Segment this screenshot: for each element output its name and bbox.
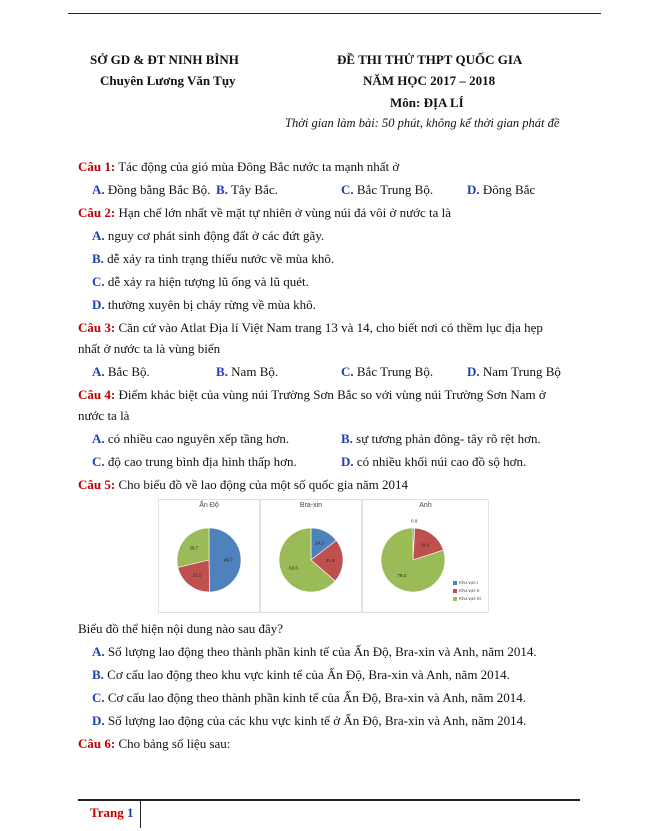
question-1 xyxy=(78,159,399,175)
q4-option-d[interactable]: D. có nhiều khối núi cao đồ sộ hơn. xyxy=(341,454,527,469)
q1-option-a[interactable]: A. Đồng bằng Bắc Bộ. xyxy=(92,182,211,197)
q4-option-c[interactable]: C. độ cao trung bình địa hình thấp hơn. xyxy=(92,454,297,469)
q5-option-a[interactable]: A. Số lượng lao động theo thành phần kinh tế của Ấn Độ, Bra-xin và Anh, năm 2014. xyxy=(92,644,537,659)
data-label: 79.3 xyxy=(397,573,407,579)
footer-separator xyxy=(140,800,141,828)
data-label: 0.9 xyxy=(410,518,418,524)
q4-option-b[interactable]: B. sự tương phản đông- tây rõ rệt hơn. xyxy=(341,431,541,446)
q5-option-c[interactable]: C. Cơ cấu lao động theo thành phần kinh tế của Ấn Độ, Bra-xin và Anh, năm 2014. xyxy=(92,690,526,705)
chart-brazil xyxy=(260,499,362,613)
question-3-cont: nhất ở nước ta là vùng biển xyxy=(78,341,221,356)
q3-option-c[interactable]: C. Bắc Trung Bộ. xyxy=(341,364,434,379)
dept-name: SỞ GD & ĐT NINH BÌNH xyxy=(90,52,239,67)
data-label: 28.7 xyxy=(189,545,199,551)
question-3: Câu 3: Căn cứ vào Atlat Địa lí Việt Nam trang 13 và 14, cho biết nơi có thềm lục địa hẹp xyxy=(78,320,543,335)
q3-option-a[interactable]: A. Bắc Bộ. xyxy=(92,364,150,379)
question-4-cont: nước ta là xyxy=(78,408,130,423)
pie-svg xyxy=(261,500,361,612)
q1-option-d[interactable]: D. Đông Bắc xyxy=(467,182,536,197)
q1-option-b[interactable]: B. Tây Bắc. xyxy=(216,182,278,197)
data-label: 21.5 xyxy=(192,572,202,578)
q1-option-c[interactable]: C. Bắc Trung Bộ. xyxy=(341,182,434,197)
exam-title: ĐỀ THI THỬ THPT QUỐC GIA xyxy=(337,52,523,67)
subject: Môn: ĐỊA LÍ xyxy=(390,95,464,110)
data-label: 63.6 xyxy=(289,565,298,571)
q2-option-b[interactable]: B. dễ xảy ra tình trạng thiếu nước về mùa khô. xyxy=(92,251,335,266)
chart-india xyxy=(158,499,260,613)
chart-legend xyxy=(453,580,481,604)
question-5: Câu 5: Cho biểu đồ về lao động của một số quốc gia năm 2014 xyxy=(78,477,409,492)
pie-svg xyxy=(159,500,259,612)
q5-option-b[interactable]: B. Cơ cấu lao động theo khu vực kinh tế của Ấn Độ, Bra-xin và Anh, năm 2014. xyxy=(92,667,510,682)
time-limit: Thời gian làm bài: 50 phút, không kể thời gian phát đề xyxy=(285,116,560,130)
legend-item: Khu vực I xyxy=(453,580,481,585)
q3-option-d[interactable]: D. Nam Trung Bộ xyxy=(467,364,561,379)
page-number: Trang 1 xyxy=(90,805,134,820)
question-4: Câu 4: Điểm khác biệt của vùng núi Trường Sơn Bắc so với vùng núi Trường Sơn Nam ở xyxy=(78,387,546,402)
school-name: Chuyên Lương Văn Tụy xyxy=(100,73,236,88)
question-2: Câu 2: Hạn chế lớn nhất về mặt tự nhiên ở vùng núi đá vôi ở nước ta là xyxy=(78,205,452,220)
q2-option-a[interactable]: A. nguy cơ phát sinh động đất ở các đứt gãy. xyxy=(92,228,325,243)
legend-item: Khu vực III xyxy=(453,596,481,601)
q2-option-c[interactable]: C. dễ xảy ra hiện tượng lũ ống và lũ quét. xyxy=(92,274,309,289)
q4-option-a[interactable]: A. có nhiều cao nguyên xếp tầng hơn. xyxy=(92,431,290,446)
chart-title: Bra-xin xyxy=(299,502,323,509)
school-year: NĂM HỌC 2017 – 2018 xyxy=(363,73,496,88)
q2-option-d[interactable]: D. thường xuyên bị cháy rừng về mùa khô. xyxy=(92,297,316,312)
q5-question: Biểu đồ thể hiện nội dung nào sau đây? xyxy=(78,621,284,636)
question-label: Câu 1: xyxy=(78,159,116,174)
q5-option-d[interactable]: D. Số lượng lao động của các khu vực kinh tế ở Ấn Độ, Bra-xin và Anh, năm 2014. xyxy=(92,713,527,728)
chart-title: Ấn Độ xyxy=(199,502,219,509)
legend-item: Khu vực II xyxy=(453,588,481,593)
data-label: 21.9 xyxy=(325,558,335,564)
chart-title: Anh xyxy=(419,502,432,509)
pie-svg xyxy=(363,500,463,612)
top-rule xyxy=(68,13,601,14)
q3-option-b[interactable]: B. Nam Bộ. xyxy=(216,364,279,379)
data-label: 49.7 xyxy=(223,557,233,563)
question-text: Tác động của gió mùa Đông Bắc nước ta mạnh nhất ở xyxy=(118,159,400,174)
footer-rule xyxy=(78,799,580,801)
data-label: 18.9 xyxy=(420,542,430,548)
data-label: 14.5 xyxy=(315,540,324,546)
question-6: Câu 6: Cho bảng số liệu sau: xyxy=(78,736,231,751)
